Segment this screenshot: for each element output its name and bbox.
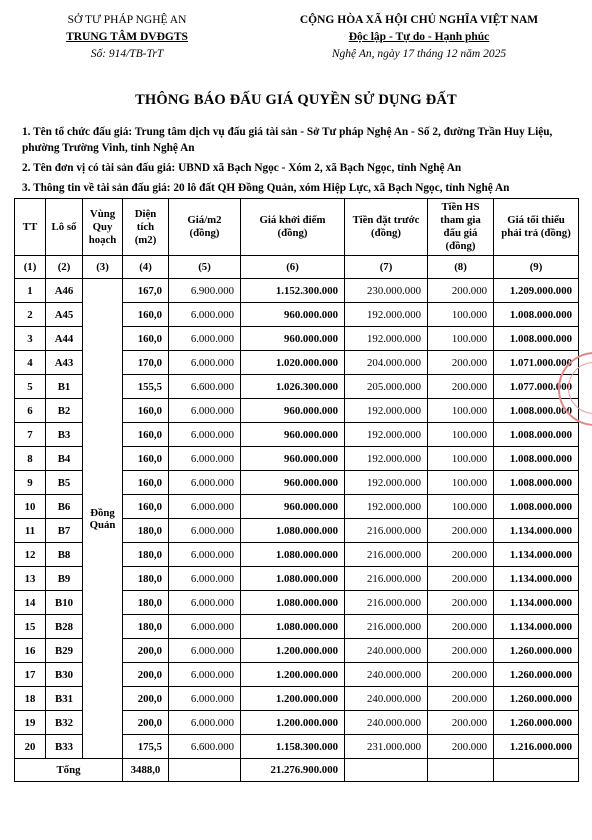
cell-start-price: 1.080.000.000 [241,543,345,567]
cell-start-price: 1.026.300.000 [241,375,345,399]
cell-start-price: 1.080.000.000 [241,615,345,639]
cell-start-price: 1.200.000.000 [241,639,345,663]
cell-min-price: 1.134.000.000 [494,567,579,591]
cell-price-m2: 6.000.000 [169,327,241,351]
cell-price-m2: 6.000.000 [169,591,241,615]
cell-area: 160,0 [123,327,169,351]
cell-deposit: 204.000.000 [345,351,428,375]
cell-fee: 100.000 [428,447,494,471]
cell-fee: 200.000 [428,663,494,687]
cell-lot: B1 [46,375,83,399]
cell-start-price: 1.080.000.000 [241,591,345,615]
cell-tt: 2 [15,303,46,327]
cell-area: 180,0 [123,615,169,639]
cell-price-m2: 6.900.000 [169,279,241,303]
column-index: (2) [46,256,83,279]
cell-area: 160,0 [123,303,169,327]
cell-area: 200,0 [123,663,169,687]
cell-price-m2: 6.000.000 [169,567,241,591]
col-header: Tiền đặt trước (đồng) [345,199,428,256]
column-index: (5) [169,256,241,279]
cell-price-m2: 6.600.000 [169,375,241,399]
auction-table [14,198,579,782]
cell-area: 175,5 [123,735,169,759]
column-index: (3) [83,256,123,279]
cell-min-price: 1.260.000.000 [494,639,579,663]
cell-start-price: 1.080.000.000 [241,519,345,543]
cell-start-price: 960.000.000 [241,303,345,327]
cell-price-m2: 6.000.000 [169,711,241,735]
total-row [15,759,579,782]
cell-deposit: 240.000.000 [345,663,428,687]
cell-deposit: 216.000.000 [345,567,428,591]
cell-area: 160,0 [123,447,169,471]
cell-price-m2: 6.000.000 [169,639,241,663]
cell-deposit: 192.000.000 [345,399,428,423]
cell-tt: 8 [15,447,46,471]
cell-deposit: 240.000.000 [345,639,428,663]
cell-deposit: 205.000.000 [345,375,428,399]
cell-min-price: 1.008.000.000 [494,495,579,519]
col-header: Giá tối thiểu phải trả (đồng) [494,199,579,256]
cell-price-m2: 6.000.000 [169,351,241,375]
col-header: TT [15,199,46,256]
cell-price-m2: 6.000.000 [169,495,241,519]
cell-min-price: 1.077.000.000 [494,375,579,399]
cell-price-m2: 6.000.000 [169,423,241,447]
col-header: Diện tích (m2) [123,199,169,256]
total-empty [345,759,428,782]
cell-lot: B33 [46,735,83,759]
cell-area: 160,0 [123,471,169,495]
cell-deposit: 216.000.000 [345,615,428,639]
cell-fee: 100.000 [428,399,494,423]
cell-tt: 18 [15,687,46,711]
cell-area: 200,0 [123,687,169,711]
cell-fee: 100.000 [428,303,494,327]
cell-start-price: 1.200.000.000 [241,663,345,687]
cell-start-price: 960.000.000 [241,327,345,351]
column-index: (4) [123,256,169,279]
cell-area: 160,0 [123,423,169,447]
total-empty [169,759,241,782]
col-header: Tiền HS tham gia đấu giá (đồng) [428,199,494,256]
cell-fee: 200.000 [428,711,494,735]
table-header-row [15,199,579,256]
cell-tt: 15 [15,615,46,639]
col-header: Vùng Quy hoạch [83,199,123,256]
cell-start-price: 1.158.300.000 [241,735,345,759]
cell-fee: 200.000 [428,279,494,303]
cell-tt: 7 [15,423,46,447]
column-index: (7) [345,256,428,279]
issuer-center: TRUNG TÂM DVĐGTS [66,31,188,43]
cell-tt: 13 [15,567,46,591]
cell-min-price: 1.134.000.000 [494,615,579,639]
cell-price-m2: 6.000.000 [169,447,241,471]
cell-lot: B32 [46,711,83,735]
cell-lot: A44 [46,327,83,351]
cell-fee: 100.000 [428,423,494,447]
cell-tt: 12 [15,543,46,567]
cell-area: 167,0 [123,279,169,303]
cell-start-price: 960.000.000 [241,447,345,471]
cell-tt: 6 [15,399,46,423]
cell-min-price: 1.134.000.000 [494,543,579,567]
cell-price-m2: 6.000.000 [169,615,241,639]
cell-lot: B8 [46,543,83,567]
cell-lot: A45 [46,303,83,327]
cell-fee: 100.000 [428,327,494,351]
cell-fee: 100.000 [428,471,494,495]
cell-fee: 100.000 [428,495,494,519]
document-number: Số: 914/TB-TrT [90,48,164,60]
cell-start-price: 960.000.000 [241,471,345,495]
cell-start-price: 1.020.000.000 [241,351,345,375]
cell-lot: B29 [46,639,83,663]
cell-lot: B4 [46,447,83,471]
cell-fee: 200.000 [428,615,494,639]
cell-deposit: 192.000.000 [345,471,428,495]
cell-start-price: 960.000.000 [241,495,345,519]
cell-tt: 4 [15,351,46,375]
motto: Độc lập - Tự do - Hạnh phúc [348,31,490,43]
cell-lot: B6 [46,495,83,519]
cell-min-price: 1.134.000.000 [494,591,579,615]
info-organizer: 1. Tên tổ chức đấu giá: Trung tâm dịch vụ đấu giá tài sản - Sở Tư pháp Nghệ An - Số 2, đường Trần Huy Liệu, phường Trường Vinh, tỉnh Nghệ An [22,126,553,154]
cell-min-price: 1.008.000.000 [494,447,579,471]
cell-price-m2: 6.000.000 [169,399,241,423]
cell-price-m2: 6.000.000 [169,471,241,495]
cell-tt: 11 [15,519,46,543]
document-title: THÔNG BÁO ĐẤU GIÁ QUYỀN SỬ DỤNG ĐẤT [135,92,457,108]
total-area: 3488,0 [123,759,169,782]
cell-tt: 14 [15,591,46,615]
cell-zone: Đồng Quản [83,279,123,759]
cell-fee: 200.000 [428,543,494,567]
cell-start-price: 1.152.300.000 [241,279,345,303]
col-header: Giá khởi điểm (đồng) [241,199,345,256]
cell-lot: B9 [46,567,83,591]
total-start-price: 21.276.900.000 [241,759,345,782]
cell-tt: 5 [15,375,46,399]
cell-fee: 200.000 [428,519,494,543]
col-header: Lô số [46,199,83,256]
cell-start-price: 960.000.000 [241,399,345,423]
cell-min-price: 1.008.000.000 [494,399,579,423]
cell-tt: 17 [15,663,46,687]
cell-min-price: 1.209.000.000 [494,279,579,303]
cell-price-m2: 6.000.000 [169,663,241,687]
cell-tt: 10 [15,495,46,519]
cell-price-m2: 6.000.000 [169,519,241,543]
cell-deposit: 192.000.000 [345,423,428,447]
cell-min-price: 1.008.000.000 [494,303,579,327]
info-asset: 3. Thông tin về tài sản đấu giá: 20 lô đất QH Đồng Quản, xóm Hiệp Lực, xã Bạch Ngọc, tỉnh Nghệ An [22,182,510,194]
cell-tt: 16 [15,639,46,663]
cell-deposit: 192.000.000 [345,447,428,471]
cell-start-price: 1.200.000.000 [241,687,345,711]
column-index-row [15,256,579,279]
cell-deposit: 240.000.000 [345,711,428,735]
cell-deposit: 192.000.000 [345,495,428,519]
column-index: (9) [494,256,579,279]
cell-start-price: 1.080.000.000 [241,567,345,591]
cell-deposit: 192.000.000 [345,327,428,351]
total-label: Tổng [15,759,123,782]
cell-area: 160,0 [123,399,169,423]
cell-fee: 200.000 [428,687,494,711]
cell-price-m2: 6.000.000 [169,543,241,567]
cell-lot: A46 [46,279,83,303]
info-owner: 2. Tên đơn vị có tài sản đấu giá: UBND xã Bạch Ngọc - Xóm 2, xã Bạch Ngọc, tỉnh Nghệ An [22,162,462,174]
cell-deposit: 240.000.000 [345,687,428,711]
cell-lot: B10 [46,591,83,615]
cell-min-price: 1.071.000.000 [494,351,579,375]
cell-deposit: 192.000.000 [345,303,428,327]
cell-area: 155,5 [123,375,169,399]
cell-min-price: 1.260.000.000 [494,711,579,735]
column-index: (1) [15,256,46,279]
column-index: (8) [428,256,494,279]
issuer-block [22,12,232,63]
cell-tt: 20 [15,735,46,759]
cell-min-price: 1.008.000.000 [494,327,579,351]
cell-start-price: 1.200.000.000 [241,711,345,735]
cell-lot: B31 [46,687,83,711]
cell-deposit: 231.000.000 [345,735,428,759]
cell-fee: 200.000 [428,639,494,663]
date-place: Nghệ An, ngày 17 tháng 12 năm 2025 [331,48,507,60]
cell-tt: 19 [15,711,46,735]
cell-fee: 200.000 [428,735,494,759]
cell-lot: A43 [46,351,83,375]
cell-price-m2: 6.000.000 [169,303,241,327]
national-motto-block [260,12,578,63]
cell-fee: 200.000 [428,591,494,615]
cell-fee: 200.000 [428,375,494,399]
cell-min-price: 1.216.000.000 [494,735,579,759]
table-row [15,279,579,303]
issuer-ministry: SỞ TƯ PHÁP NGHỆ AN [67,14,187,26]
cell-deposit: 230.000.000 [345,279,428,303]
col-header: Giá/m2 (đồng) [169,199,241,256]
cell-fee: 200.000 [428,567,494,591]
cell-price-m2: 6.000.000 [169,687,241,711]
total-empty [428,759,494,782]
cell-price-m2: 6.600.000 [169,735,241,759]
cell-deposit: 216.000.000 [345,519,428,543]
cell-lot: B3 [46,423,83,447]
cell-lot: B2 [46,399,83,423]
cell-area: 200,0 [123,711,169,735]
cell-lot: B28 [46,615,83,639]
cell-min-price: 1.260.000.000 [494,687,579,711]
cell-lot: B7 [46,519,83,543]
column-index: (6) [241,256,345,279]
cell-area: 200,0 [123,639,169,663]
cell-lot: B5 [46,471,83,495]
cell-tt: 1 [15,279,46,303]
cell-deposit: 216.000.000 [345,543,428,567]
cell-tt: 3 [15,327,46,351]
cell-start-price: 960.000.000 [241,423,345,447]
total-empty [494,759,579,782]
cell-min-price: 1.134.000.000 [494,519,579,543]
cell-min-price: 1.260.000.000 [494,663,579,687]
cell-area: 180,0 [123,519,169,543]
cell-tt: 9 [15,471,46,495]
cell-area: 160,0 [123,495,169,519]
cell-min-price: 1.008.000.000 [494,423,579,447]
cell-lot: B30 [46,663,83,687]
cell-area: 180,0 [123,543,169,567]
cell-area: 180,0 [123,567,169,591]
cell-area: 170,0 [123,351,169,375]
cell-area: 180,0 [123,591,169,615]
country-name: CỘNG HÒA XÃ HỘI CHỦ NGHĨA VIỆT NAM [299,14,539,26]
cell-min-price: 1.008.000.000 [494,471,579,495]
cell-fee: 200.000 [428,351,494,375]
cell-deposit: 216.000.000 [345,591,428,615]
